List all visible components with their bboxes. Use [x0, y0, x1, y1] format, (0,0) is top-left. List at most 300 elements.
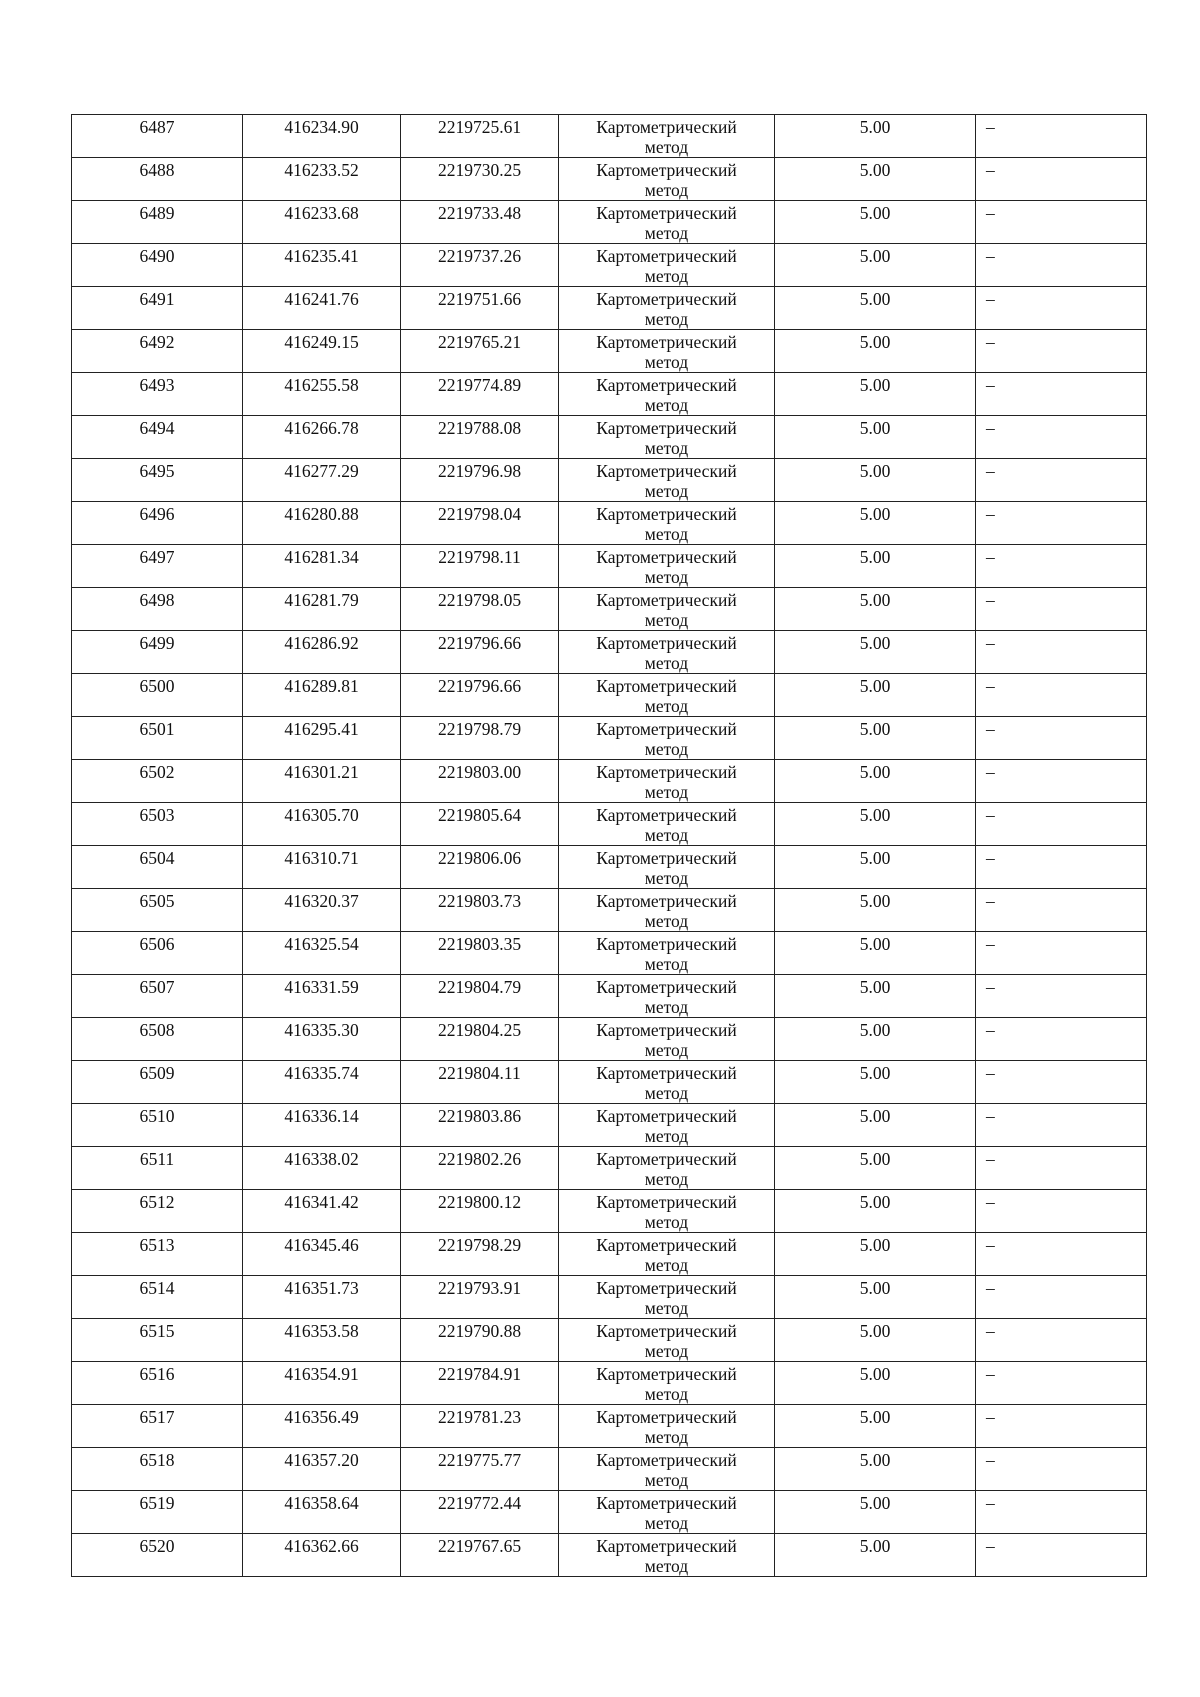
- note-cell: [976, 760, 1147, 803]
- x-coordinate-cell-text: 416331.59: [284, 977, 359, 997]
- x-coordinate-cell: [243, 1276, 401, 1319]
- method-line-2: метод: [644, 137, 689, 157]
- method-text: [559, 1276, 774, 1318]
- method-text: [559, 1448, 774, 1490]
- method-text: [559, 545, 774, 587]
- method-line-1: Картометрический: [596, 461, 737, 481]
- table-row: [72, 1018, 1147, 1061]
- method-cell: [559, 201, 775, 244]
- accuracy-cell: [775, 330, 976, 373]
- accuracy-text: 5.00: [859, 676, 891, 696]
- x-coordinate-cell-text: 416320.37: [284, 891, 359, 911]
- method-line-2: метод: [644, 1470, 689, 1490]
- point-number-cell-text: 6487: [139, 117, 175, 137]
- accuracy-cell: [775, 1018, 976, 1061]
- table-row: [72, 115, 1147, 158]
- accuracy-text: 5.00: [859, 375, 891, 395]
- x-coordinate-cell: [243, 459, 401, 502]
- accuracy-text: 5.00: [859, 1020, 891, 1040]
- y-coordinate-cell: [401, 373, 559, 416]
- method-line-1: Картометрический: [596, 203, 737, 223]
- note-text: –: [986, 762, 995, 782]
- method-text: [559, 975, 774, 1017]
- point-number-cell-text: 6506: [139, 934, 175, 954]
- accuracy-cell: [775, 1233, 976, 1276]
- x-coordinate-cell: [243, 1534, 401, 1577]
- x-coordinate-cell-text: 416310.71: [284, 848, 359, 868]
- y-coordinate-cell-text: 2219798.04: [437, 504, 522, 524]
- point-number-cell: [72, 287, 243, 330]
- note-text: –: [986, 160, 995, 180]
- accuracy-text: 5.00: [859, 1321, 891, 1341]
- accuracy-text: 5.00: [859, 117, 891, 137]
- note-cell: [976, 244, 1147, 287]
- note-text: –: [986, 418, 995, 438]
- point-number-cell-text: 6488: [139, 160, 175, 180]
- accuracy-cell: [775, 115, 976, 158]
- x-coordinate-cell: [243, 631, 401, 674]
- note-cell: [976, 631, 1147, 674]
- y-coordinate-cell-text: 2219798.29: [437, 1235, 522, 1255]
- note-text: –: [986, 1493, 995, 1513]
- method-cell: [559, 416, 775, 459]
- note-cell: [976, 846, 1147, 889]
- method-cell: [559, 846, 775, 889]
- point-number-cell-text: 6516: [139, 1364, 175, 1384]
- x-coordinate-cell-text: 416362.66: [284, 1536, 359, 1556]
- table-row: [72, 717, 1147, 760]
- method-text: [559, 115, 774, 157]
- point-number-cell-text: 6510: [139, 1106, 175, 1126]
- y-coordinate-cell-text: 2219737.26: [437, 246, 522, 266]
- method-line-2: метод: [644, 395, 689, 415]
- table-row: [72, 1233, 1147, 1276]
- note-text: –: [986, 590, 995, 610]
- table-row: [72, 416, 1147, 459]
- note-cell: [976, 1448, 1147, 1491]
- x-coordinate-cell: [243, 588, 401, 631]
- point-number-cell: [72, 1018, 243, 1061]
- point-number-cell-text: 6498: [139, 590, 175, 610]
- point-number-cell: [72, 1405, 243, 1448]
- y-coordinate-cell: [401, 975, 559, 1018]
- y-coordinate-cell-text: 2219796.66: [437, 633, 522, 653]
- y-coordinate-cell: [401, 244, 559, 287]
- note-text: –: [986, 203, 995, 223]
- accuracy-text: 5.00: [859, 1364, 891, 1384]
- method-cell: [559, 1190, 775, 1233]
- method-text: [559, 244, 774, 286]
- method-line-1: Картометрический: [596, 1020, 737, 1040]
- point-number-cell: [72, 803, 243, 846]
- method-cell: [559, 1491, 775, 1534]
- note-text: –: [986, 332, 995, 352]
- point-number-cell-text: 6490: [139, 246, 175, 266]
- table-row: [72, 1190, 1147, 1233]
- method-cell: [559, 502, 775, 545]
- note-cell: [976, 158, 1147, 201]
- note-text: –: [986, 1407, 995, 1427]
- accuracy-text: 5.00: [859, 1407, 891, 1427]
- method-line-1: Картометрический: [596, 1450, 737, 1470]
- method-line-2: метод: [644, 997, 689, 1017]
- x-coordinate-cell-text: 416345.46: [284, 1235, 359, 1255]
- method-line-1: Картометрический: [596, 375, 737, 395]
- method-text: [559, 631, 774, 673]
- method-cell: [559, 287, 775, 330]
- coordinates-table: [71, 114, 1147, 1577]
- x-coordinate-cell-text: 416281.79: [284, 590, 359, 610]
- note-cell: [976, 1276, 1147, 1319]
- method-cell: [559, 760, 775, 803]
- note-text: –: [986, 1321, 995, 1341]
- point-number-cell-text: 6496: [139, 504, 175, 524]
- method-line-1: Картометрический: [596, 1536, 737, 1556]
- method-text: [559, 803, 774, 845]
- x-coordinate-cell: [243, 545, 401, 588]
- table-row: [72, 201, 1147, 244]
- method-line-1: Картометрический: [596, 1407, 737, 1427]
- point-number-cell-text: 6507: [139, 977, 175, 997]
- y-coordinate-cell-text: 2219804.79: [437, 977, 522, 997]
- method-line-2: метод: [644, 653, 689, 673]
- note-text: –: [986, 719, 995, 739]
- x-coordinate-cell: [243, 373, 401, 416]
- method-cell: [559, 1448, 775, 1491]
- method-text: [559, 889, 774, 931]
- note-cell: [976, 1190, 1147, 1233]
- y-coordinate-cell-text: 2219806.06: [437, 848, 522, 868]
- accuracy-cell: [775, 1491, 976, 1534]
- y-coordinate-cell: [401, 545, 559, 588]
- x-coordinate-cell-text: 416289.81: [284, 676, 359, 696]
- table-row: [72, 975, 1147, 1018]
- method-line-2: метод: [644, 309, 689, 329]
- note-cell: [976, 201, 1147, 244]
- y-coordinate-cell-text: 2219781.23: [437, 1407, 522, 1427]
- accuracy-cell: [775, 1362, 976, 1405]
- point-number-cell-text: 6494: [139, 418, 175, 438]
- method-line-1: Картометрический: [596, 1278, 737, 1298]
- accuracy-cell: [775, 1405, 976, 1448]
- y-coordinate-cell: [401, 674, 559, 717]
- y-coordinate-cell: [401, 588, 559, 631]
- accuracy-cell: [775, 760, 976, 803]
- y-coordinate-cell-text: 2219796.98: [437, 461, 522, 481]
- accuracy-text: 5.00: [859, 934, 891, 954]
- method-line-1: Картометрический: [596, 246, 737, 266]
- point-number-cell: [72, 115, 243, 158]
- table-row: [72, 502, 1147, 545]
- accuracy-cell: [775, 717, 976, 760]
- y-coordinate-cell: [401, 459, 559, 502]
- x-coordinate-cell-text: 416341.42: [284, 1192, 359, 1212]
- x-coordinate-cell: [243, 1061, 401, 1104]
- method-cell: [559, 545, 775, 588]
- table-row: [72, 932, 1147, 975]
- method-cell: [559, 1405, 775, 1448]
- accuracy-text: 5.00: [859, 719, 891, 739]
- x-coordinate-cell: [243, 287, 401, 330]
- point-number-cell: [72, 1491, 243, 1534]
- y-coordinate-cell-text: 2219751.66: [437, 289, 522, 309]
- note-text: –: [986, 676, 995, 696]
- y-coordinate-cell: [401, 1233, 559, 1276]
- point-number-cell-text: 6515: [139, 1321, 175, 1341]
- note-text: –: [986, 117, 995, 137]
- x-coordinate-cell-text: 416281.34: [284, 547, 359, 567]
- note-cell: [976, 889, 1147, 932]
- note-text: –: [986, 891, 995, 911]
- x-coordinate-cell-text: 416336.14: [284, 1106, 359, 1126]
- x-coordinate-cell-text: 416325.54: [284, 934, 359, 954]
- method-line-2: метод: [644, 1083, 689, 1103]
- x-coordinate-cell-text: 416233.52: [284, 160, 359, 180]
- note-text: –: [986, 246, 995, 266]
- point-number-cell-text: 6512: [139, 1192, 175, 1212]
- point-number-cell-text: 6502: [139, 762, 175, 782]
- x-coordinate-cell: [243, 1233, 401, 1276]
- method-text: [559, 201, 774, 243]
- x-coordinate-cell: [243, 115, 401, 158]
- point-number-cell-text: 6509: [139, 1063, 175, 1083]
- y-coordinate-cell-text: 2219772.44: [437, 1493, 522, 1513]
- x-coordinate-cell: [243, 1319, 401, 1362]
- note-text: –: [986, 461, 995, 481]
- x-coordinate-cell-text: 416233.68: [284, 203, 359, 223]
- x-coordinate-cell: [243, 201, 401, 244]
- point-number-cell: [72, 1276, 243, 1319]
- method-line-1: Картометрический: [596, 547, 737, 567]
- y-coordinate-cell-text: 2219730.25: [437, 160, 522, 180]
- accuracy-text: 5.00: [859, 633, 891, 653]
- accuracy-cell: [775, 631, 976, 674]
- table-row: [72, 846, 1147, 889]
- note-text: –: [986, 805, 995, 825]
- table-row: [72, 373, 1147, 416]
- method-cell: [559, 1018, 775, 1061]
- x-coordinate-cell: [243, 932, 401, 975]
- method-cell: [559, 588, 775, 631]
- point-number-cell: [72, 545, 243, 588]
- method-line-2: метод: [644, 739, 689, 759]
- x-coordinate-cell-text: 416235.41: [284, 246, 359, 266]
- accuracy-text: 5.00: [859, 848, 891, 868]
- y-coordinate-cell-text: 2219800.12: [437, 1192, 522, 1212]
- method-line-1: Картометрический: [596, 332, 737, 352]
- y-coordinate-cell: [401, 1491, 559, 1534]
- point-number-cell: [72, 158, 243, 201]
- method-line-2: метод: [644, 352, 689, 372]
- accuracy-cell: [775, 287, 976, 330]
- table-row: [72, 1104, 1147, 1147]
- method-line-1: Картометрический: [596, 1235, 737, 1255]
- note-cell: [976, 545, 1147, 588]
- x-coordinate-cell: [243, 717, 401, 760]
- point-number-cell: [72, 932, 243, 975]
- method-cell: [559, 330, 775, 373]
- x-coordinate-cell: [243, 975, 401, 1018]
- method-cell: [559, 674, 775, 717]
- method-line-2: метод: [644, 1298, 689, 1318]
- method-line-2: метод: [644, 1427, 689, 1447]
- point-number-cell-text: 6514: [139, 1278, 175, 1298]
- accuracy-text: 5.00: [859, 504, 891, 524]
- x-coordinate-cell-text: 416353.58: [284, 1321, 359, 1341]
- note-cell: [976, 1018, 1147, 1061]
- x-coordinate-cell: [243, 1190, 401, 1233]
- point-number-cell-text: 6504: [139, 848, 175, 868]
- y-coordinate-cell: [401, 1061, 559, 1104]
- table-row: [72, 244, 1147, 287]
- point-number-cell: [72, 846, 243, 889]
- accuracy-text: 5.00: [859, 1063, 891, 1083]
- method-text: [559, 287, 774, 329]
- method-line-2: метод: [644, 610, 689, 630]
- note-text: –: [986, 1278, 995, 1298]
- x-coordinate-cell-text: 416255.58: [284, 375, 359, 395]
- note-text: –: [986, 848, 995, 868]
- method-cell: [559, 1061, 775, 1104]
- y-coordinate-cell: [401, 1319, 559, 1362]
- method-line-1: Картометрический: [596, 1192, 737, 1212]
- table-row: [72, 803, 1147, 846]
- accuracy-cell: [775, 158, 976, 201]
- note-text: –: [986, 1149, 995, 1169]
- x-coordinate-cell: [243, 674, 401, 717]
- y-coordinate-cell: [401, 932, 559, 975]
- accuracy-cell: [775, 588, 976, 631]
- note-cell: [976, 502, 1147, 545]
- x-coordinate-cell: [243, 1018, 401, 1061]
- method-line-1: Картометрический: [596, 891, 737, 911]
- method-line-2: метод: [644, 1341, 689, 1361]
- point-number-cell-text: 6511: [139, 1149, 175, 1169]
- point-number-cell-text: 6501: [139, 719, 175, 739]
- point-number-cell: [72, 1233, 243, 1276]
- y-coordinate-cell: [401, 631, 559, 674]
- table-row: [72, 459, 1147, 502]
- y-coordinate-cell-text: 2219803.86: [437, 1106, 522, 1126]
- x-coordinate-cell: [243, 330, 401, 373]
- accuracy-cell: [775, 373, 976, 416]
- method-line-1: Картометрический: [596, 590, 737, 610]
- accuracy-cell: [775, 1190, 976, 1233]
- accuracy-cell: [775, 459, 976, 502]
- point-number-cell: [72, 717, 243, 760]
- note-cell: [976, 1491, 1147, 1534]
- method-text: [559, 1147, 774, 1189]
- method-line-2: метод: [644, 1556, 689, 1576]
- y-coordinate-cell-text: 2219793.91: [437, 1278, 522, 1298]
- point-number-cell: [72, 201, 243, 244]
- y-coordinate-cell: [401, 158, 559, 201]
- point-number-cell: [72, 416, 243, 459]
- method-line-1: Картометрический: [596, 719, 737, 739]
- method-line-1: Картометрический: [596, 1321, 737, 1341]
- method-line-1: Картометрический: [596, 934, 737, 954]
- y-coordinate-cell-text: 2219774.89: [437, 375, 522, 395]
- y-coordinate-cell-text: 2219803.73: [437, 891, 522, 911]
- point-number-cell: [72, 588, 243, 631]
- note-cell: [976, 1534, 1147, 1577]
- y-coordinate-cell: [401, 1405, 559, 1448]
- method-text: [559, 1362, 774, 1404]
- note-cell: [976, 459, 1147, 502]
- accuracy-cell: [775, 1104, 976, 1147]
- table-row: [72, 889, 1147, 932]
- method-line-1: Картометрический: [596, 805, 737, 825]
- method-text: [559, 1491, 774, 1533]
- point-number-cell: [72, 1104, 243, 1147]
- x-coordinate-cell-text: 416234.90: [284, 117, 359, 137]
- note-cell: [976, 1233, 1147, 1276]
- y-coordinate-cell: [401, 1448, 559, 1491]
- method-line-1: Картометрический: [596, 1149, 737, 1169]
- note-cell: [976, 1362, 1147, 1405]
- accuracy-text: 5.00: [859, 461, 891, 481]
- point-number-cell-text: 6503: [139, 805, 175, 825]
- method-text: [559, 1319, 774, 1361]
- point-number-cell-text: 6517: [139, 1407, 175, 1427]
- accuracy-cell: [775, 1276, 976, 1319]
- method-line-1: Картометрический: [596, 1493, 737, 1513]
- method-text: [559, 760, 774, 802]
- note-text: –: [986, 1020, 995, 1040]
- note-cell: [976, 373, 1147, 416]
- y-coordinate-cell: [401, 846, 559, 889]
- x-coordinate-cell-text: 416305.70: [284, 805, 359, 825]
- table-row: [72, 1534, 1147, 1577]
- method-line-2: метод: [644, 1513, 689, 1533]
- point-number-cell-text: 6505: [139, 891, 175, 911]
- method-line-1: Картометрический: [596, 117, 737, 137]
- x-coordinate-cell: [243, 1405, 401, 1448]
- accuracy-text: 5.00: [859, 977, 891, 997]
- x-coordinate-cell-text: 416357.20: [284, 1450, 359, 1470]
- note-cell: [976, 803, 1147, 846]
- y-coordinate-cell: [401, 1534, 559, 1577]
- method-cell: [559, 803, 775, 846]
- y-coordinate-cell-text: 2219733.48: [437, 203, 522, 223]
- table-row: [72, 287, 1147, 330]
- point-number-cell: [72, 244, 243, 287]
- method-line-1: Картометрический: [596, 977, 737, 997]
- y-coordinate-cell-text: 2219803.35: [437, 934, 522, 954]
- x-coordinate-cell-text: 416335.30: [284, 1020, 359, 1040]
- y-coordinate-cell: [401, 1104, 559, 1147]
- note-text: –: [986, 375, 995, 395]
- note-cell: [976, 1319, 1147, 1362]
- method-line-2: метод: [644, 1384, 689, 1404]
- method-text: [559, 330, 774, 372]
- point-number-cell: [72, 674, 243, 717]
- y-coordinate-cell-text: 2219804.11: [438, 1063, 521, 1083]
- note-cell: [976, 1061, 1147, 1104]
- y-coordinate-cell-text: 2219790.88: [437, 1321, 522, 1341]
- note-text: –: [986, 633, 995, 653]
- point-number-cell-text: 6497: [139, 547, 175, 567]
- point-number-cell-text: 6493: [139, 375, 175, 395]
- y-coordinate-cell-text: 2219798.05: [437, 590, 522, 610]
- point-number-cell: [72, 1448, 243, 1491]
- x-coordinate-cell-text: 416354.91: [284, 1364, 359, 1384]
- accuracy-cell: [775, 803, 976, 846]
- method-line-2: метод: [644, 1212, 689, 1232]
- x-coordinate-cell-text: 416338.02: [284, 1149, 359, 1169]
- method-cell: [559, 1534, 775, 1577]
- note-text: –: [986, 289, 995, 309]
